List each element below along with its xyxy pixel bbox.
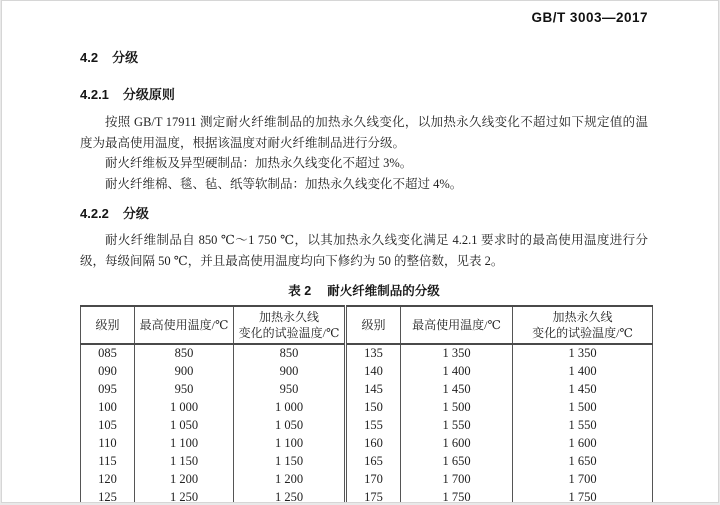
section-title: 分级原则 [122,87,175,102]
column-header-line: 变化的试验温度/℃ [238,326,340,340]
table-cell: 115 [81,452,135,470]
table-cell: 155 [346,416,401,434]
table-cell: 1 550 [401,416,513,434]
column-header-line: 加热永久线 [552,310,613,324]
table-cell: 125 [81,488,135,503]
table-cell: 110 [81,434,135,452]
section-4-2-1-body [80,112,648,194]
table-cell: 1 500 [513,398,653,416]
table-cell: 950 [234,380,346,398]
table-cell: 1 100 [135,434,234,452]
table-cell: 145 [346,380,401,398]
column-header-grade: 级别 [346,306,401,344]
page-content [2,1,718,503]
table-header-row [81,306,653,344]
table-cell: 1 250 [135,488,234,503]
table-cell: 1 150 [135,452,234,470]
section-4-2-2-body [80,230,648,271]
column-header-max-temp: 最高使用温度/℃ [401,306,513,344]
table-caption-text: 耐火纤维制品的分级 [327,284,440,298]
list-item-hard-products: 耐火纤维板及异型硬制品：加热永久线变化不超过 3%。 [105,156,413,170]
table-cell: 900 [234,362,346,380]
table-cell: 150 [346,398,401,416]
table-cell: 105 [81,416,135,434]
table-cell: 950 [135,380,234,398]
table-cell: 1 750 [513,488,653,503]
section-title: 分级 [112,50,139,65]
table-row [81,416,653,434]
table-cell: 170 [346,470,401,488]
table-cell: 120 [81,470,135,488]
table-cell: 1 050 [135,416,234,434]
table-row [81,362,653,380]
table-cell: 1 500 [401,398,513,416]
table-row [81,344,653,362]
column-header-line: 变化的试验温度/℃ [532,326,633,340]
table-cell: 1 700 [513,470,653,488]
table-caption-label: 表 2 [288,284,312,298]
section-number: 4.2.2 [80,206,109,221]
table-row [81,380,653,398]
table-cell: 1 550 [513,416,653,434]
table-cell: 1 150 [234,452,346,470]
section-heading-4-2-2 [80,205,648,223]
table-cell: 1 000 [135,398,234,416]
table-cell: 850 [135,344,234,362]
table-row [81,452,653,470]
table-cell: 085 [81,344,135,362]
table-cell: 1 650 [513,452,653,470]
table-cell: 1 250 [234,488,346,503]
column-header-line: 加热永久线 [258,310,319,324]
section-heading-4-2 [80,49,648,67]
table-cell: 1 600 [401,434,513,452]
table-cell: 090 [81,362,135,380]
table-cell: 850 [234,344,346,362]
classification-table [80,305,653,503]
table-row [81,488,653,503]
table-row [81,398,653,416]
table-cell: 900 [135,362,234,380]
section-number: 4.2.1 [80,87,109,102]
table-row [81,470,653,488]
section-title: 分级 [122,206,149,221]
table-cell: 140 [346,362,401,380]
table-cell: 165 [346,452,401,470]
table-cell: 1 400 [401,362,513,380]
list-item-soft-products: 耐火纤维棉、毯、毡、纸等软制品：加热永久线变化不超过 4%。 [105,176,463,191]
table-cell: 1 100 [234,434,346,452]
table-caption [80,282,648,300]
table-cell: 1 700 [401,470,513,488]
column-header-test-temp [513,306,653,344]
table-cell: 1 000 [234,398,346,416]
paragraph: 按照 GB/T 17911 测定耐火纤维制品的加热永久线变化，以加热永久线变化不超过如下规定值的温度为最高使用温度，根据该温度对耐火纤维制品进行分级。 [80,115,648,150]
table-cell: 1 200 [234,470,346,488]
table-cell: 1 450 [401,380,513,398]
table-cell: 175 [346,488,401,503]
table-cell: 1 350 [401,344,513,362]
section-heading-4-2-1 [80,86,648,104]
table-cell: 1 350 [513,344,653,362]
table-cell: 095 [81,380,135,398]
table-cell: 135 [346,344,401,362]
standard-number-header: GB/T 3003—2017 [531,10,648,25]
table-cell: 1 750 [401,488,513,503]
section-number: 4.2 [80,50,99,65]
paragraph: 耐火纤维制品自 850 ℃～1 750 ℃，以其加热永久线变化满足 4.2.1 要求时的最高使用温度进行分级，每级间隔 50 ℃，并且最高使用温度均向下修约为 50 的整倍数，见表 2。 [80,233,648,268]
table-cell: 1 200 [135,470,234,488]
column-header-test-temp [234,306,346,344]
table-cell: 1 600 [513,434,653,452]
table-cell: 1 050 [234,416,346,434]
column-header-max-temp: 最高使用温度/℃ [135,306,234,344]
table-cell: 1 450 [513,380,653,398]
table-row [81,434,653,452]
table-cell: 100 [81,398,135,416]
table-cell: 160 [346,434,401,452]
column-header-grade: 级别 [81,306,135,344]
document-page [1,0,719,503]
table-cell: 1 400 [513,362,653,380]
table-cell: 1 650 [401,452,513,470]
